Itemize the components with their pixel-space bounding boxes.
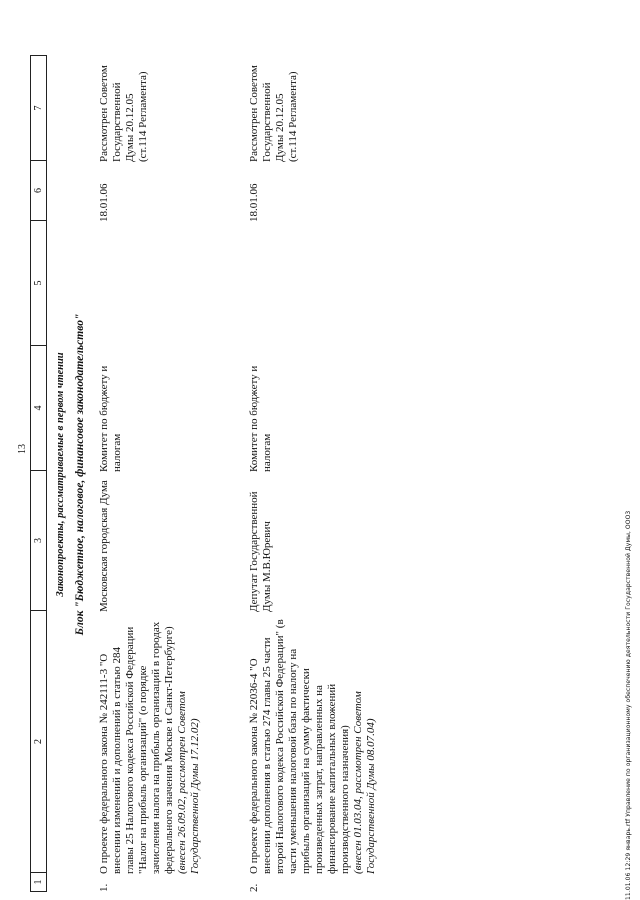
responsible-committee: Комитет по бюджету и налогам [248,365,273,472]
bill-status: Рассмотрен Советом Государственной Думы 20.12.05 (ст.114 Регламента) [248,65,299,162]
bill-description [98,612,202,874]
responsible-committee: Комитет по бюджету и налогам [98,365,123,472]
column-number-7: 7 [31,56,46,161]
table-row [248,57,378,892]
bill-title: О проекте федерального закона № 22036-4 "О внесении дополнения в статью 274 главы 25 части второй Налогового кодекса Российской Федерации" (в части уменьшения налоговой базы по налогу на прибыль организаций на сумму фактически произведенных затрат, направленных на финансирование капитальных вложений производственного назначения) [248,619,351,874]
column-5-value [98,222,202,347]
table-column-header [30,55,47,892]
bill-note: (внесен 01.03.04, рассмотрен Советом Государственной Думы 08.07.04) [352,691,377,874]
consideration-date: 18.01.06 [98,183,110,222]
page-number: 13 [17,444,28,454]
column-number-1: 1 [33,879,44,885]
bill-note: (внесен 26.09.02, рассмотрен Советом Государственной Думы 17.12.02) [176,691,201,874]
column-5-value [248,222,378,347]
column-number-3: 3 [31,471,46,611]
row-number: 1. [98,883,110,892]
consideration-date: 18.01.06 [248,183,260,222]
bill-author: Депутат Государственной Думы М.В.Юревич [248,491,273,612]
column-number-6: 6 [31,161,46,221]
document-footer: 11.01.06 12:29 январь.rtf Управление по организационному обеспечению деятельности Государственной Думы, ООО3 [625,510,632,900]
bill-title: О проекте федерального закона № 242111-3 "О внесении изменений и дополнений в статью 284 главы 25 Налогового кодекса Российской Федерации "Налог на прибыль организаций" (о порядке зачисления налога на прибыль организаций в городах федерального значения Москве и Санкт-Петербурге) [98,621,175,874]
block-title: Блок "Бюджетное, налоговое, финансовое законодательство" [74,313,86,636]
row-number: 2. [248,883,260,892]
column-number-5: 5 [31,221,46,346]
column-number-4: 4 [31,346,46,471]
column-number-2: 2 [31,611,46,873]
table-row [98,57,202,892]
bill-description [248,612,378,874]
bill-status: Рассмотрен Советом Государственной Думы 20.12.05 (ст.114 Регламента) [98,65,149,162]
section-title: Законопроекты, рассматриваемые в первом чтении [55,352,66,597]
bill-author: Московская городская Дума [98,480,110,612]
